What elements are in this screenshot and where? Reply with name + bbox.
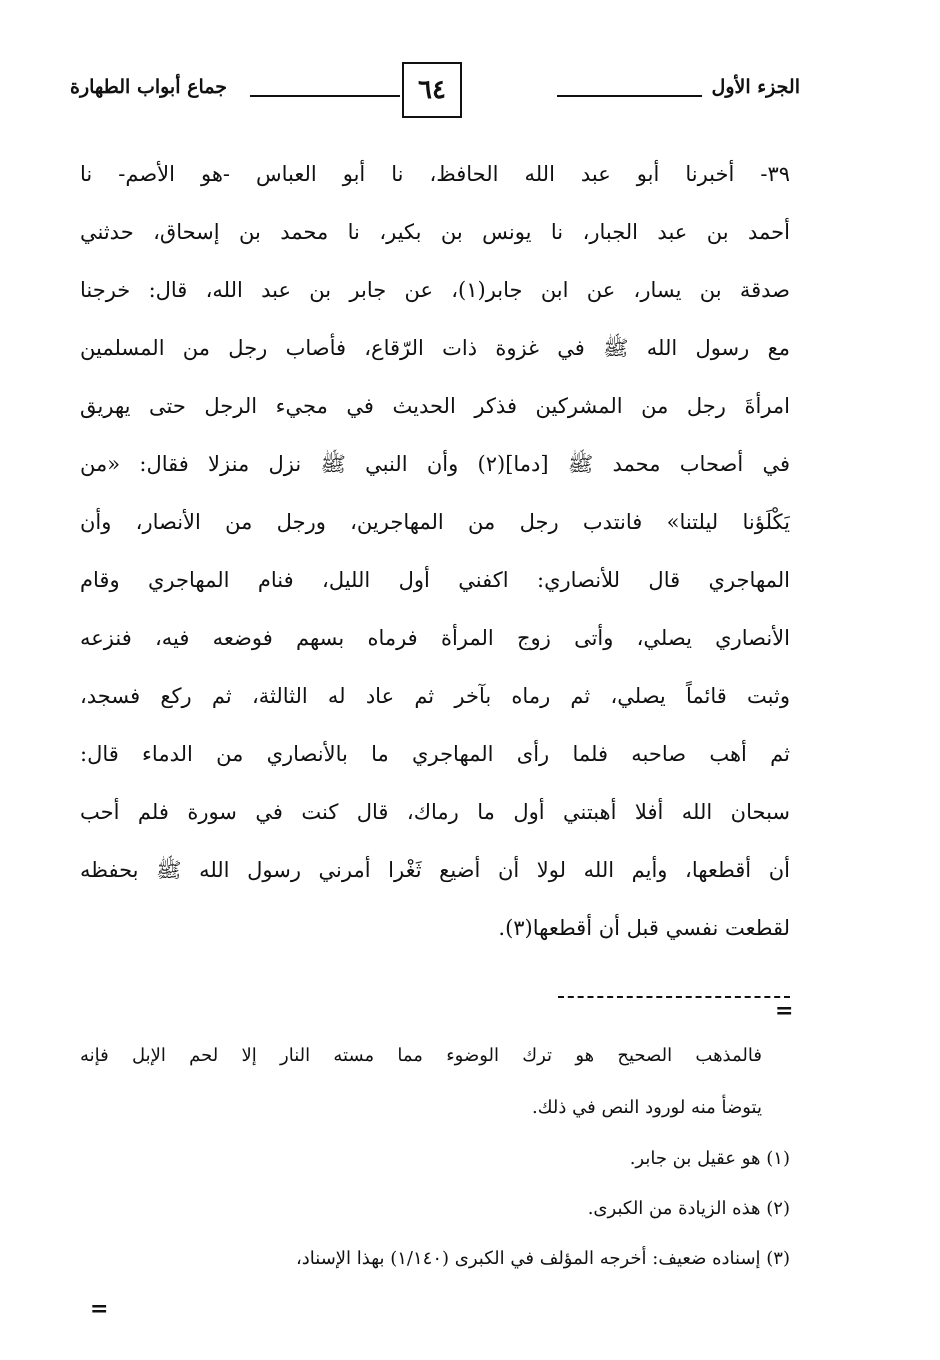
text-line: الأنصاري يصلي، وأتى زوج المرأة فرماه بسهم فوضعه فيه، فنزعه bbox=[80, 626, 790, 650]
text-line: لقطعت نفسي قبل أن أقطعها(٣). bbox=[498, 916, 790, 940]
footnote-continuation: فالمذهب الصحيح هو ترك الوضوء مما مسته النار إلا لحم الإبل فإنه bbox=[80, 1045, 762, 1066]
footnote-2: (٢) هذه الزيادة من الكبرى. bbox=[587, 1198, 790, 1219]
text-line: ثم أهب صاحبه فلما رأى المهاجري ما بالأنصاري من الدماء قال: bbox=[80, 742, 790, 766]
volume-label: الجزء الأول bbox=[711, 76, 800, 98]
header-rule-right bbox=[557, 95, 702, 97]
header-rule-left bbox=[250, 95, 400, 97]
text-line: المهاجري قال للأنصاري: اكفني أول الليل، فنام المهاجري وقام bbox=[80, 568, 790, 592]
continuation-mark-top: = bbox=[775, 998, 794, 1024]
text-line: وثبت قائماً يصلي، ثم رماه بآخر ثم عاد له الثالثة، ثم ركع فسجد، bbox=[80, 684, 790, 708]
footnote-separator bbox=[558, 996, 790, 998]
text-line: صدقة بن يسار، عن ابن جابر(١)، عن جابر بن عبد الله، قال: خرجنا bbox=[80, 278, 790, 302]
continuation-mark-bottom: = bbox=[90, 1296, 109, 1322]
page-number-box bbox=[402, 62, 462, 118]
text-line: سبحان الله أفلا أهبتني أول ما رماك، قال كنت في سورة فلم أحب bbox=[80, 800, 790, 824]
text-line: أن أقطعها، وأيم الله لولا أن أضيع ثَغْرا أمرني رسول الله ﷺ بحفظه bbox=[80, 858, 790, 882]
text-line: أحمد بن عبد الجبار، نا يونس بن بكير، نا محمد بن إسحاق، حدثني bbox=[80, 220, 790, 244]
chapter-label: جماع أبواب الطهارة bbox=[70, 76, 227, 98]
footnote-1: (١) هو عقيل بن جابر. bbox=[629, 1148, 790, 1169]
text-line: ٣٩- أخبرنا أبو عبد الله الحافظ، نا أبو العباس -هو الأصم- نا bbox=[80, 162, 790, 186]
footnotes bbox=[80, 1030, 790, 1284]
footnote-continuation: يتوضأ منه لورود النص في ذلك. bbox=[532, 1097, 762, 1118]
page-header bbox=[70, 62, 800, 120]
text-line: في أصحاب محمد ﷺ [دما](٢) وأن النبي ﷺ نزل منزلا فقال: «من bbox=[80, 452, 790, 476]
text-line: يَكْلَؤنا ليلتنا» فانتدب رجل من المهاجرين، ورجل من الأنصار، وأن bbox=[80, 510, 790, 534]
text-line: امرأةَ رجل من المشركين فذكر الحديث في مجيء الرجل حتى يهريق bbox=[80, 394, 790, 418]
text-line: مع رسول الله ﷺ في غزوة ذات الرّقاع، فأصاب رجل من المسلمين bbox=[80, 336, 790, 360]
footnote-3: (٣) إسناده ضعيف: أخرجه المؤلف في الكبرى (١/١٤٠) بهذا الإسناد، bbox=[295, 1248, 790, 1269]
main-text bbox=[80, 145, 790, 957]
page-number: ٦٤ bbox=[418, 75, 446, 105]
